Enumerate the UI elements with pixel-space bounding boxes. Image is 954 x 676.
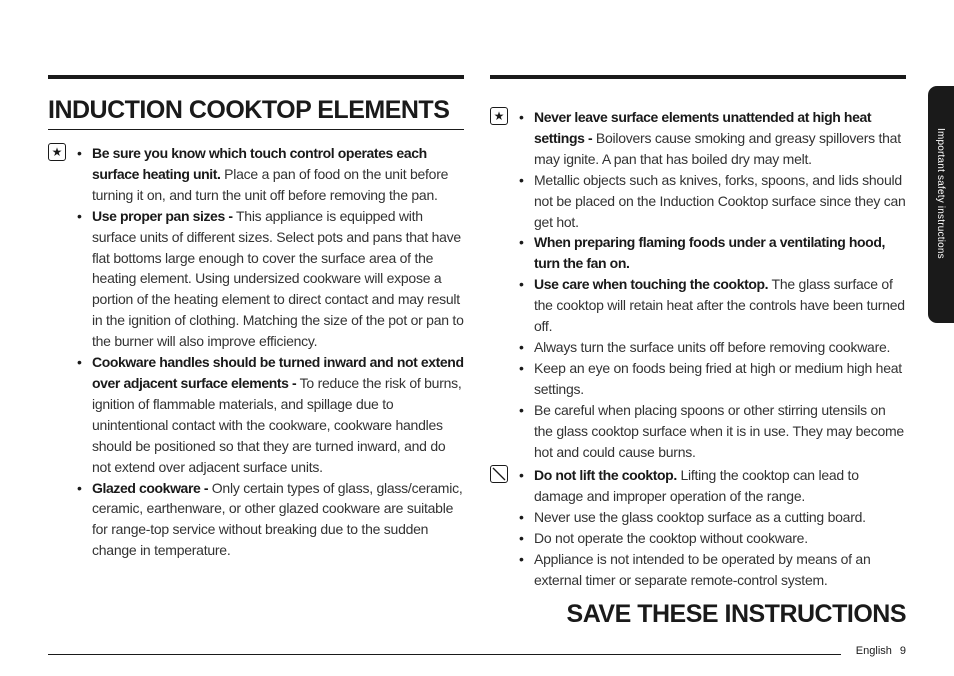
list-item: [534, 107, 906, 170]
item-heading: Cookware handles should be turned inward and not extend over adjacent surface elements -: [92, 354, 464, 391]
list-item: [92, 206, 464, 352]
list-item: [534, 358, 906, 400]
list-item: [534, 400, 906, 463]
side-tab-label: Important safety instructions: [935, 128, 946, 259]
list-item: [534, 274, 906, 337]
item-text: Do not operate the cooktop without cookware.: [534, 529, 808, 546]
list-item: [534, 507, 906, 528]
item-heading: Never leave surface elements unattended at high heat settings -: [534, 109, 872, 146]
item-text: Only certain types of glass, glass/ceramic, ceramic, earthenware, or other glazed cookware are suitable for range-top service without breaking due to the sudden change in temperature.: [92, 479, 463, 559]
page-number: 9: [899, 645, 906, 657]
item-text: Place a pan of food on the unit before turning it on, and turn the unit off before removing the pan.: [92, 165, 449, 203]
item-text: The glass surface of the cooktop will retain heat after the controls have been turned off.: [534, 276, 905, 335]
item-heading: Use proper pan sizes -: [92, 207, 233, 224]
right-column-top-rule: [490, 75, 906, 79]
prohibited-list: [490, 465, 906, 590]
list-item: [92, 143, 464, 206]
list-item: [92, 478, 464, 562]
item-text: Lifting the cooktop can lead to damage and improper operation of the range.: [534, 467, 859, 504]
save-instructions-heading: SAVE THESE INSTRUCTIONS: [566, 600, 906, 628]
item-text: Metallic objects such as knives, forks, spoons, and lids should not be placed on the Induction Cooktop surface since they can get hot.: [534, 171, 906, 230]
right-warning-section: [490, 107, 906, 462]
item-text: Never use the glass cooktop surface as a cutting board.: [534, 508, 866, 525]
list-item: [534, 232, 906, 274]
right-prohibited-section: [490, 465, 906, 590]
item-text: Be careful when placing spoons or other stirring utensils on the glass cooktop surface when it is in use. They may become hot and could cause burns.: [534, 401, 904, 460]
left-warning-section: [48, 143, 464, 561]
list-item: [534, 170, 906, 233]
star-warning-icon: ★: [48, 143, 66, 161]
list-item: [92, 352, 464, 477]
list-item: [534, 549, 906, 591]
list-item: [534, 528, 906, 549]
footer-rule: [48, 654, 841, 655]
prohibited-icon: [490, 465, 508, 483]
item-heading: Be sure you know which touch control operates each surface heating unit.: [92, 145, 427, 182]
star-warning-icon: ★: [490, 107, 508, 125]
item-heading: Use care when touching the cooktop.: [534, 276, 769, 293]
left-column-top-rule: [48, 75, 464, 79]
item-text: Always turn the surface units off before removing cookware.: [534, 338, 891, 355]
footer: [856, 645, 906, 657]
item-heading: Glazed cookware -: [92, 479, 209, 496]
item-text: Keep an eye on foods being fried at high or medium high heat settings.: [534, 359, 902, 397]
left-warning-list: [48, 143, 464, 561]
item-text: To reduce the risk of burns, ignition of flammable materials, and spillage due to unintentional contact with the cookware, cookware handles should be positioned so that they are turned inward, and do not extend over adjacent surface units.: [92, 374, 462, 475]
right-warning-list: [490, 107, 906, 462]
list-item: [534, 465, 906, 507]
item-text: This appliance is equipped with surface units of different sizes. Select pots and pans that have flat bottoms large enough to cover the surface area of the heating element. Using undersized cookware will expose a portion of the heating element to direct contact and may result in the ignition of clothing. Matching the size of the pot or pan to the burner will also improve efficiency.: [92, 207, 464, 350]
page-title: INDUCTION COOKTOP ELEMENTS: [48, 96, 464, 130]
item-text: Boilovers cause smoking and greasy spillovers that may ignite. A pan that has boiled dry may melt.: [534, 129, 901, 167]
list-item: [534, 337, 906, 358]
footer-language: English: [855, 645, 892, 657]
item-text: Appliance is not intended to be operated by means of an external timer or separate remote-control system.: [534, 550, 871, 588]
item-heading: Do not lift the cooktop.: [534, 467, 677, 483]
item-heading: When preparing flaming foods under a ventilating hood, turn the fan on.: [534, 234, 885, 272]
